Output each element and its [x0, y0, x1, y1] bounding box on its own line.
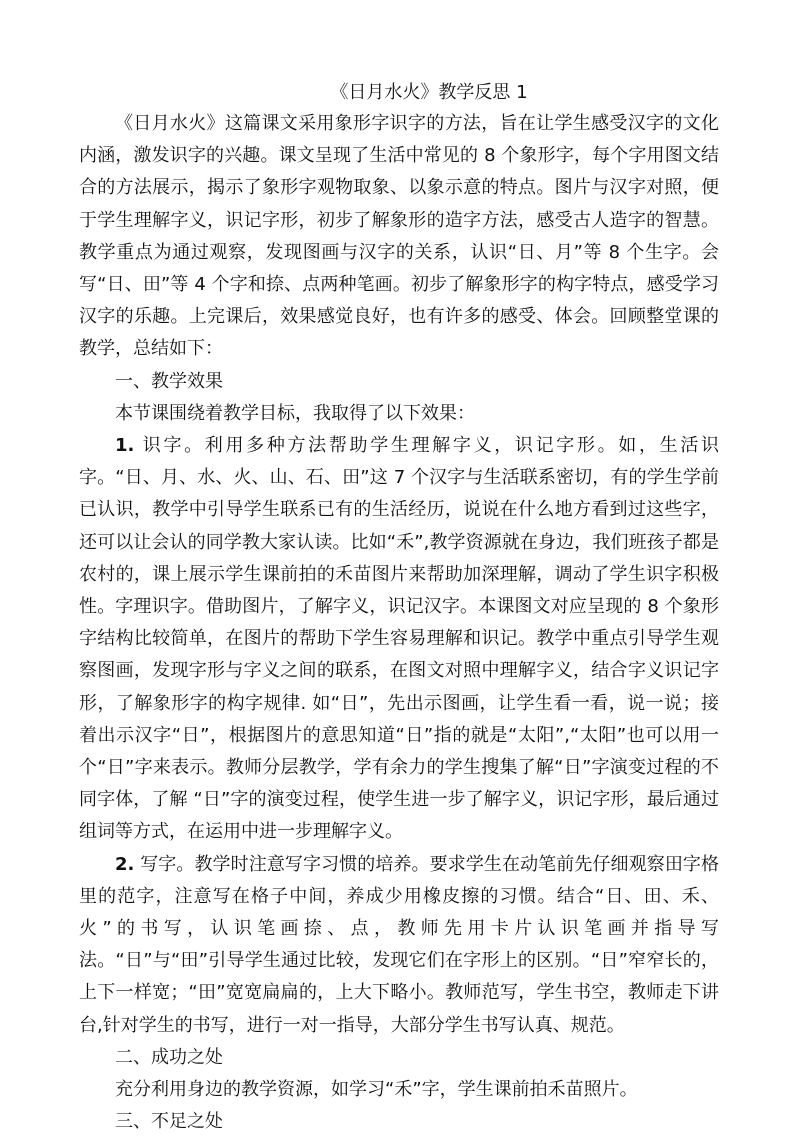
document-page: [79, 78, 719, 1139]
section-effects-lead: 本节课围绕着教学目标，我取得了以下效果：: [115, 402, 475, 424]
section-heading-shortcomings: 三、不足之处: [115, 1111, 223, 1133]
item-literacy-number: 1.: [115, 435, 135, 457]
section-success-text: 充分利用身边的教学资源，如学习“禾”字，学生课前拍禾苗照片。: [115, 1079, 638, 1101]
document-title: 《日月水火》教学反思 1: [330, 82, 528, 103]
item-writing-text: 写字。教学时注意写字习惯的培养。要求学生在动笔前先仔细观察田字格里的范字，注意写在格子中间，养成少用橡皮擦的习惯。结合“日、田、禾、火”的书写，认识笔画捺、点，教师先用卡片认识笔画并指导写法。“日”与“田”引导学生通过比较，发现它们在字形上的区别。“日”窄窄长的，上下一样宽；“田”宽宽扁扁的，上大下略小。教师范写，学生书空，教师走下讲台,针对学生的书写，进行一对一指导，大部分学生书写认真、规范。: [79, 853, 719, 1036]
intro-paragraph: 《日月水火》这篇课文采用象形字识字的方法，旨在让学生感受汉字的文化内涵，激发识字的兴趣。课文呈现了生活中常见的 8 个象形字，每个字用图文结合的方法展示，揭示了象形字观物取象、以象示意的特点。图片与汉字对照，便于学生理解字义，识记字形，初步了解象形的造字方法，感受古人造字的智慧。教学重点为通过观察，发现图画与汉字的关系，认识“日、月”等 8 个生字。会写“日、田”等 4 个字和捺、点两种笔画。初步了解象形字的构字特点，感受学习汉字的乐趣。上完课后，效果感觉良好，也有许多的感受、体会。回顾整堂课的教学，总结如下：: [79, 113, 719, 360]
item-writing-number: 2.: [115, 853, 135, 875]
section-heading-effects: 一、教学效果: [115, 370, 223, 392]
section-heading-success: 二、成功之处: [115, 1046, 223, 1068]
item-literacy-paragraph: [79, 430, 719, 849]
item-writing-paragraph: [79, 849, 719, 1042]
item-literacy-text: 识字。利用多种方法帮助学生理解字义，识记字形。如，生活识字。“日、月、水、火、山、石、田”这 7 个汉字与生活联系密切，有的学生学前已认识，教学中引导学生联系已有的生活经历，说说在什么地方看到过这些字，还可以让会认的同学教大家认读。比如“禾”,教学资源就在身边，我们班孩子都是农村的，课上展示学生课前拍的禾苗图片来帮助加深理解，调动了学生识字积极性。字理识字。借助图片，了解字义，识记汉字。本课图文对应呈现的 8 个象形字结构比较简单，在图片的帮助下学生容易理解和识记。教学中重点引导学生观察图画，发现字形与字义之间的联系，在图文对照中理解字义，结合字义识记字形，了解象形字的构字规律. 如“日”，先出示图画，让学生看一看，说一说；接着出示汉字“日”，根据图片的意思知道“日”指的就是“太阳”,“太阳”也可以用一个“日”字来表示。教师分层教学，学有余力的学生搜集了解“日”字演变过程的不同字体，了解 “日”字的演变过程，使学生进一步了解字义，识记字形，最后通过组词等方式，在运用中进一步理解字义。: [79, 435, 719, 843]
